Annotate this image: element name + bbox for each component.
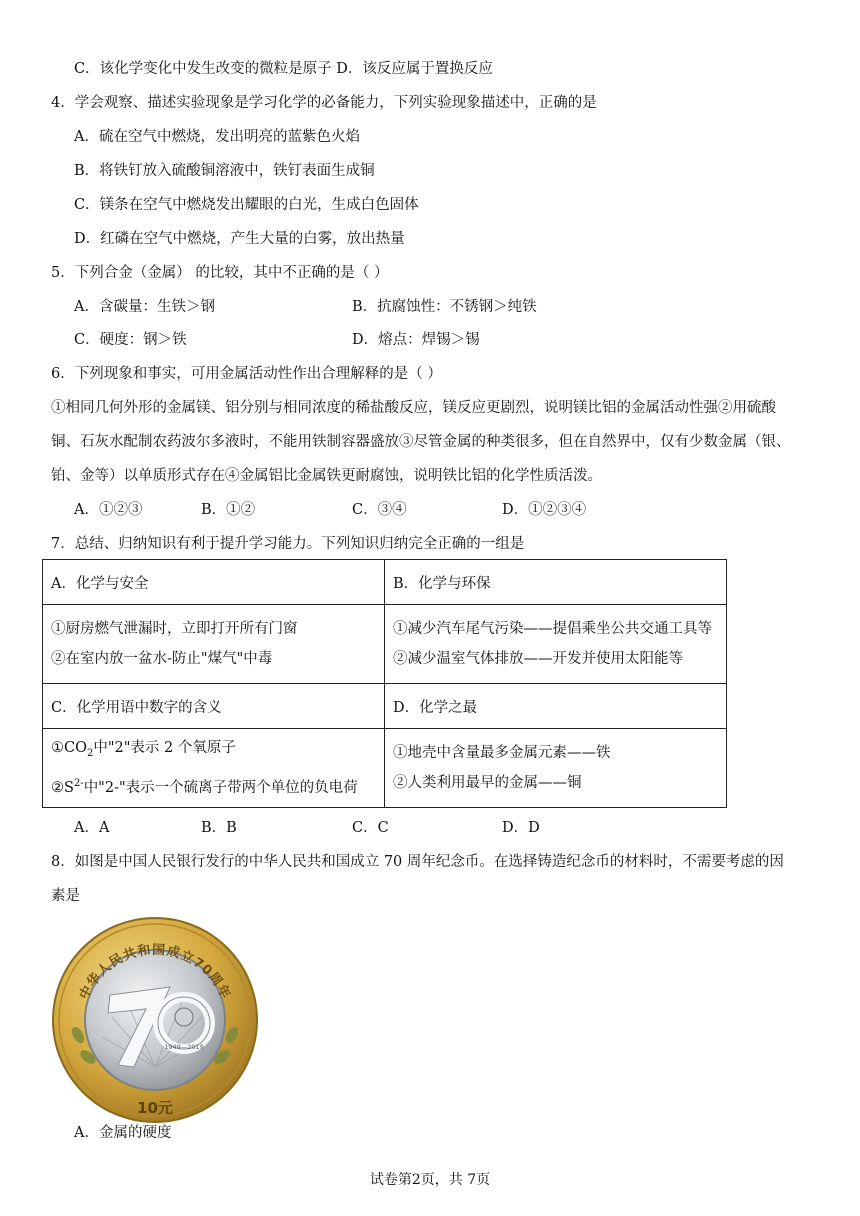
cell-a-line-2: ②在室内放一盆水-防止"煤气"中毒 xyxy=(51,651,273,667)
cell-b-title: B．化学与环保 xyxy=(385,560,727,605)
q8-stem-line-1: 8．如图是中国人民银行发行的中华人民共和国成立 70 周年纪念币。在选择铸造纪念币的材料时，不需要考虑的因 xyxy=(51,854,784,870)
q5-option-b: B．抗腐蚀性：不锈钢＞纯铁 xyxy=(352,299,537,315)
cell-c-body xyxy=(43,729,385,808)
q4-option-d: D．红磷在空气中燃烧，产生大量的白雾，放出热量 xyxy=(74,231,405,247)
coin-years: 1949—2019 xyxy=(164,1043,204,1051)
q4-stem: 4．学会观察、描述实验现象是学习化学的必备能力，下列实验现象描述中，正确的是 xyxy=(51,95,597,111)
q6-option-b: B．①② xyxy=(201,502,256,518)
cell-d-body xyxy=(385,729,727,808)
q6-stem: 6．下列现象和事实，可用金属活动性作出合理解释的是（ ） xyxy=(51,366,442,382)
cell-d-title: D．化学之最 xyxy=(385,684,727,729)
cell-d-line-1: ①地壳中含量最多金属元素——铁 xyxy=(393,745,611,761)
coin-value: 10元 xyxy=(137,1099,173,1117)
cell-a-title: A．化学与安全 xyxy=(43,560,385,605)
q5-option-c: C．硬度：钢＞铁 xyxy=(74,332,187,348)
q7-stem: 7．总结、归纳知识有利于提升学习能力。下列知识归纳完全正确的一组是 xyxy=(51,536,525,552)
coin-rim-text: 中华人民共和国成立70周年 xyxy=(76,942,234,1002)
q6-body-line-3: 铂、金等）以单质形式存在④金属铝比金属铁更耐腐蚀，说明铁比铝的化学性质活泼。 xyxy=(51,468,602,484)
q7-option-d: D．D xyxy=(502,820,540,836)
q8-option-a: A．金属的硬度 xyxy=(74,1125,172,1141)
q6-body-line-1: ①相同几何外形的金属镁、铝分别与相同浓度的稀盐酸反应，镁反应更剧烈，说明镁比铝的金属活动性强②用硫酸 xyxy=(51,400,776,416)
q5-option-a: A．含碳量：生铁＞钢 xyxy=(74,299,215,315)
page-footer: 试卷第2页，共 7页 xyxy=(369,1172,491,1188)
q8-stem-line-2: 素是 xyxy=(51,888,80,904)
q5-option-d: D．熔点：焊锡＞锡 xyxy=(352,332,480,348)
cell-c-line-2: $②S^{2-}$中"2-"表示一个硫离子带两个单位的负电荷 xyxy=(51,778,358,796)
q3-option-cd: C．该化学变化中发生改变的微粒是原子 D．该反应属于置换反应 xyxy=(74,61,493,77)
cell-b-line-2: ②减少温室气体排放——开发并使用太阳能等 xyxy=(393,651,683,667)
q4-option-a: A．硫在空气中燃烧，发出明亮的蓝紫色火焰 xyxy=(74,129,360,145)
q4-option-c: C．镁条在空气中燃烧发出耀眼的白光，生成白色固体 xyxy=(74,197,419,213)
national-emblem-icon xyxy=(175,1008,193,1026)
cell-c-line-1: $①CO_2$中"2"表示 2 个氧原子 xyxy=(51,740,236,760)
cell-a-body xyxy=(43,605,385,684)
cell-b-body xyxy=(385,605,727,684)
cell-a-line-1: ①厨房燃气泄漏时，立即打开所有门窗 xyxy=(51,621,298,637)
q6-option-c: C．③④ xyxy=(352,502,407,518)
q6-option-d: D．①②③④ xyxy=(502,502,587,518)
q7-knowledge-table xyxy=(42,559,727,808)
cell-b-line-1: ①减少汽车尾气污染——提倡乘坐公共交通工具等 xyxy=(393,621,712,637)
commemorative-coin-image xyxy=(52,917,258,1123)
q7-option-a: A．A xyxy=(74,820,110,836)
cell-d-line-2: ②人类利用最早的金属——铜 xyxy=(393,775,582,791)
q7-option-b: B．B xyxy=(201,820,237,836)
cell-c-title: C．化学用语中数字的含义 xyxy=(43,684,385,729)
q5-stem: 5．下列合金（金属） 的比较，其中不正确的是（ ） xyxy=(51,265,389,281)
q6-option-a: A．①②③ xyxy=(74,502,143,518)
q7-option-c: C．C xyxy=(352,820,389,836)
q6-body-line-2: 铜、石灰水配制农药波尔多液时，不能用铁制容器盛放③尽管金属的种类很多，但在自然界中，仅有少数金属（银、 xyxy=(51,434,791,450)
q4-option-b: B．将铁钉放入硫酸铜溶液中，铁钉表面生成铜 xyxy=(74,163,375,179)
